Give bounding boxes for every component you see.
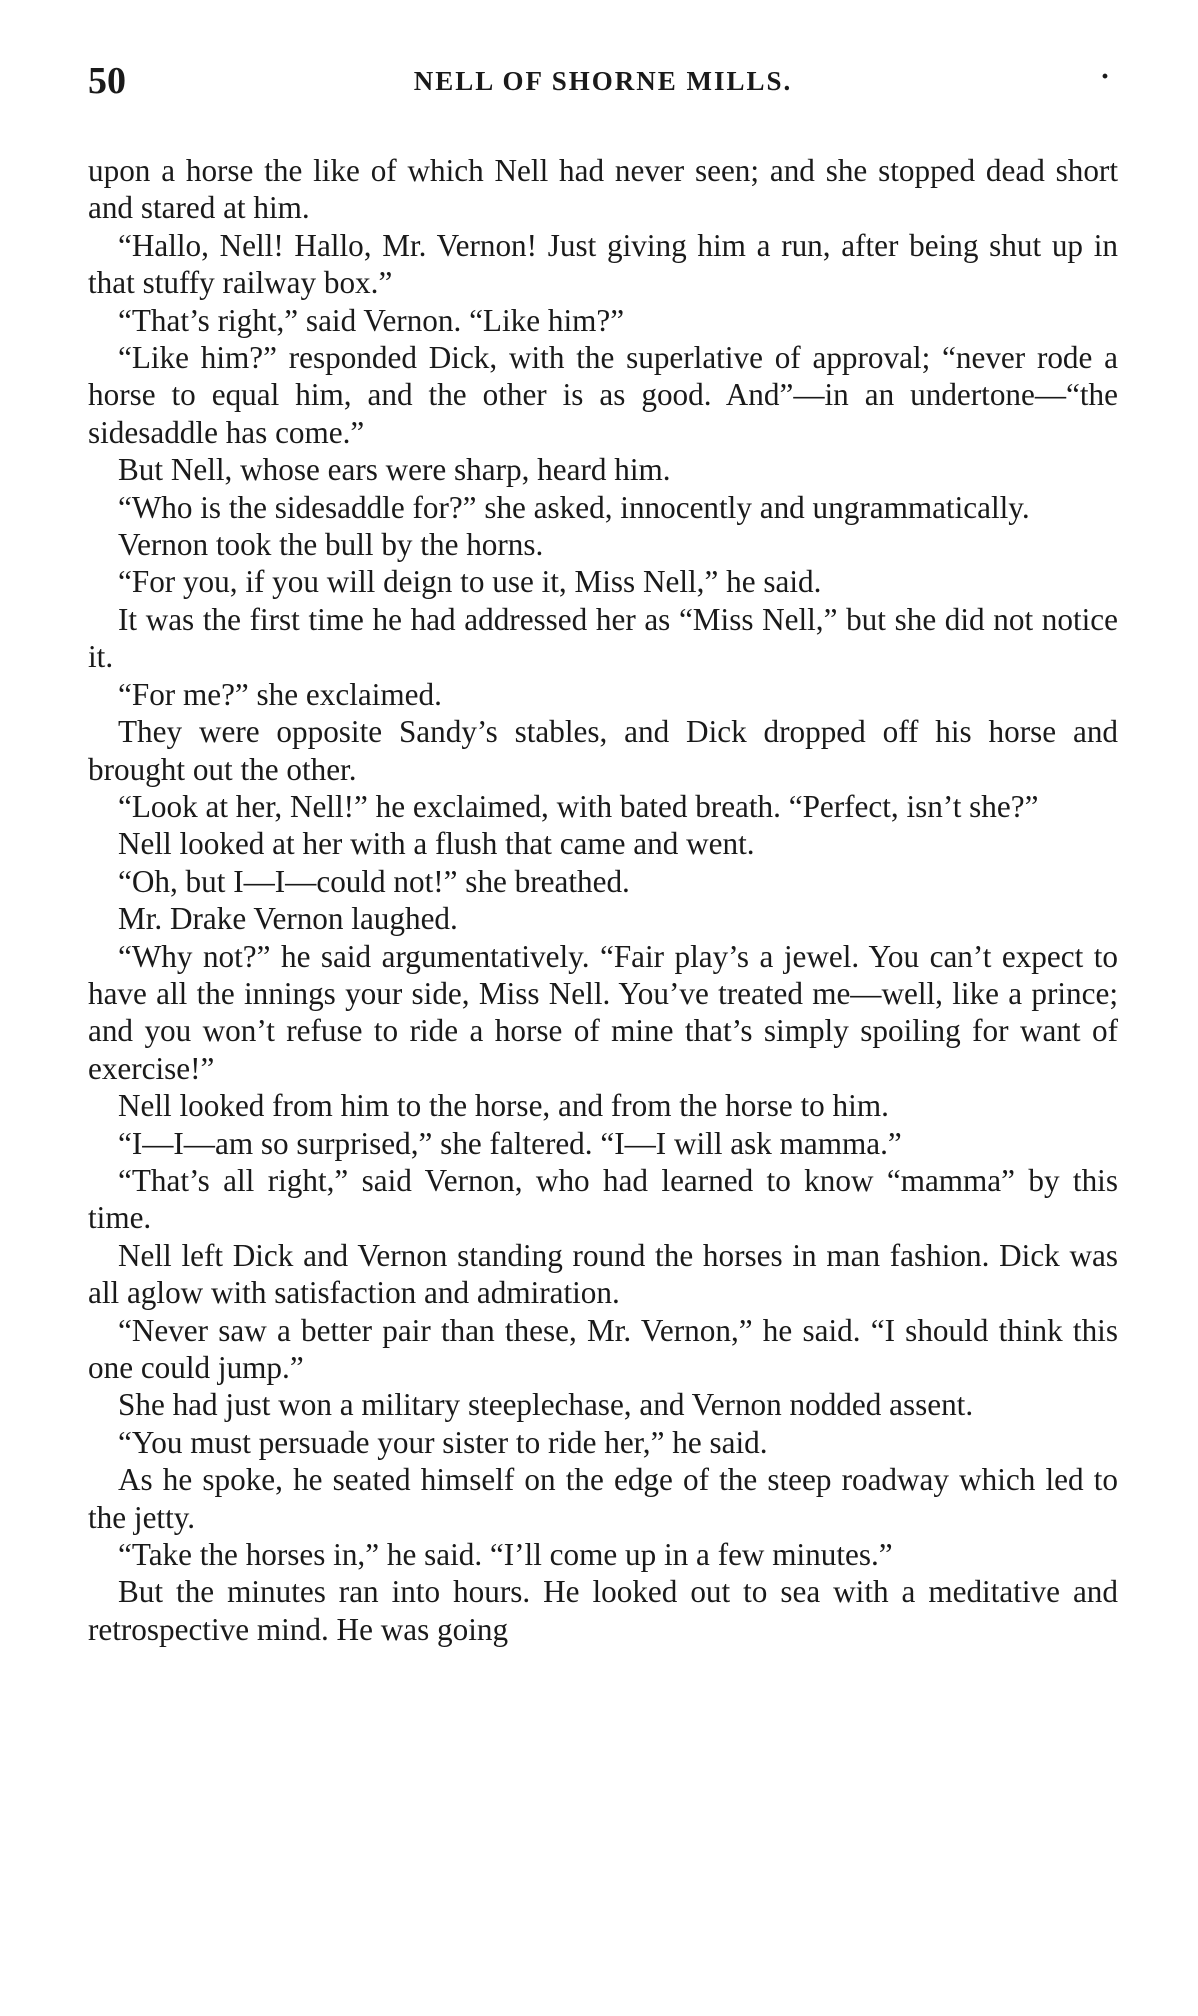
book-page <box>88 62 1118 1648</box>
paragraph-21: “Never saw a better pair than these, Mr. Vernon,” he said. “I should think this one could jump.” <box>88 1312 1118 1385</box>
paragraph-15: Mr. Drake Vernon laughed. <box>118 901 458 937</box>
running-title: NELL OF SHORNE MILLS. <box>413 66 793 96</box>
paragraph-5: But Nell, whose ears were sharp, heard him. <box>118 452 671 488</box>
paragraph-14: “Oh, but I—I—could not!” she breathed. <box>118 863 630 899</box>
paragraph-20: Nell left Dick and Vernon standing round the horses in man fashion. Dick was all aglow with satisfaction and admiration. <box>88 1237 1118 1311</box>
paragraph-16: “Why not?” he said argumentatively. “Fair play’s a jewel. You can’t expect to have all the innings your side, Miss Nell. You’ve treated me—well, like a prince; and you won’t refuse to ride a horse of mine that’s simply spoiling for want of exercise!” <box>88 938 1118 1086</box>
paragraph-6: “Who is the sidesaddle for?” she asked, innocently and ungrammatically. <box>118 489 1030 525</box>
paragraph-2: “Hallo, Nell! Hallo, Mr. Vernon! Just giving him a run, after being shut up in that stuffy railway box.” <box>88 227 1118 301</box>
paragraph-25: “Take the horses in,” he said. “I’ll come up in a few minutes.” <box>118 1537 893 1573</box>
paragraph-3: “That’s right,” said Vernon. “Like him?” <box>118 302 625 338</box>
paragraph-18: “I—I—am so surprised,” she faltered. “I—I will ask mamma.” <box>118 1125 902 1161</box>
paragraph-7: Vernon took the bull by the horns. <box>118 527 544 563</box>
paragraph-1: upon a horse the like of which Nell had never seen; and she stopped dead short and stared at him. <box>88 153 1118 226</box>
paragraph-26: But the minutes ran into hours. He looked out to sea with a meditative and retrospective mind. He was going <box>88 1574 1118 1647</box>
paragraph-19: “That’s all right,” said Vernon, who had learned to know “mamma” by this time. <box>88 1162 1118 1236</box>
paragraph-23: “You must persuade your sister to ride her,” he said. <box>118 1424 768 1460</box>
header-mark: · <box>1099 60 1110 93</box>
paragraph-12: “Look at her, Nell!” he exclaimed, with bated breath. “Perfect, isn’t she?” <box>118 788 1039 824</box>
paragraph-8: “For you, if you will deign to use it, Miss Nell,” he said. <box>118 564 822 600</box>
paragraph-9: It was the first time he had addressed her as “Miss Nell,” but she did not notice it. <box>88 601 1118 675</box>
paragraph-4: “Like him?” responded Dick, with the superlative of approval; “never rode a horse to equal him, and the other is as good. And”—in an undertone—“the sidesaddle has come.” <box>88 340 1118 450</box>
paragraph-24: As he spoke, he seated himself on the edge of the steep roadway which led to the jetty. <box>88 1462 1118 1535</box>
paragraph-11: They were opposite Sandy’s stables, and Dick dropped off his horse and brought out the other. <box>88 714 1118 787</box>
paragraph-10: “For me?” she exclaimed. <box>118 676 442 712</box>
paragraph-22: She had just won a military steeplechase, and Vernon nodded assent. <box>118 1387 974 1423</box>
page-header <box>88 62 1118 122</box>
body-text <box>88 152 1118 1648</box>
page-number: 50 <box>88 60 126 102</box>
paragraph-13: Nell looked at her with a flush that came and went. <box>118 826 755 862</box>
paragraph-17: Nell looked from him to the horse, and from the horse to him. <box>118 1088 889 1124</box>
